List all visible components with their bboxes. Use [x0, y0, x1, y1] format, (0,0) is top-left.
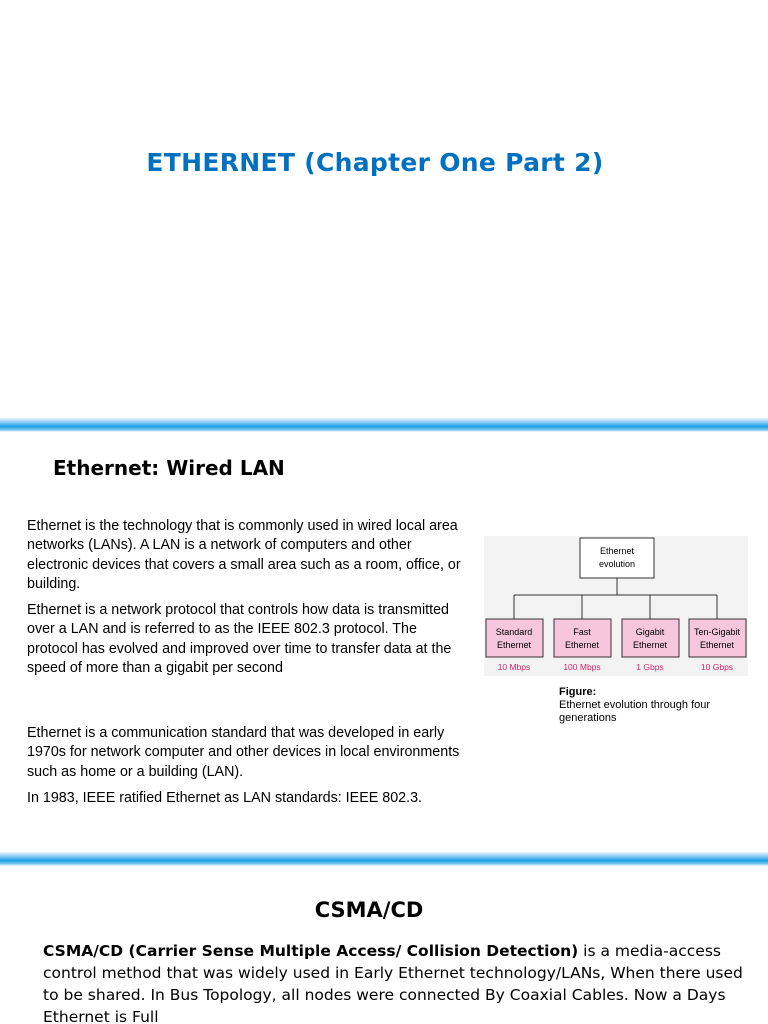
csma-bold-lead: CSMA/CD (Carrier Sense Multiple Access/ Collision Detection) — [43, 942, 579, 960]
slide-title: ETHERNET (Chapter One Part 2) — [146, 148, 604, 177]
slide-divider — [0, 852, 768, 866]
child-speed: 1 Gbps — [636, 662, 664, 672]
child-speed: 100 Mbps — [563, 662, 601, 672]
child-label-line2: Ethernet — [632, 640, 668, 650]
child-box — [622, 619, 679, 657]
child-label-line2: Ethernet — [699, 640, 735, 650]
diagram-root-box — [580, 538, 654, 578]
child-box — [486, 619, 543, 657]
child-box — [554, 619, 611, 657]
csma-body-text: is a media-access control method that was widely used in Early Ethernet technology/LANs, When there used to be shared. In Bus Topology, all nodes were connected By Coaxial Cables. Now a Days Ethernet is Full — [43, 942, 743, 1024]
title-slide — [0, 0, 768, 418]
child-label-line2: Ethernet — [496, 640, 532, 650]
child-label-line1: Gigabit — [635, 627, 665, 637]
diagram-svg — [484, 536, 748, 676]
slide-heading: CSMA/CD — [314, 898, 424, 922]
figure-caption — [559, 686, 759, 725]
child-label-line1: Fast — [573, 627, 591, 637]
diagram-child-standard — [486, 619, 543, 672]
paragraph-1: Ethernet is the technology that is commonly used in wired local area networks (LANs). A LAN is a network of computers and other electronic devices that covers a small area such as a room, office, or building. — [27, 518, 461, 592]
paragraph-2: Ethernet is a network protocol that controls how data is transmitted over a LAN and is referred to as the IEEE 802.3 protocol. The protocol has evolved and improved over time to transfer data at the speed of more than a gigabit per second — [27, 602, 452, 676]
slide-divider — [0, 418, 768, 432]
child-label-line1: Ten-Gigabit — [693, 627, 741, 637]
child-label-line2: Ethernet — [564, 640, 600, 650]
caption-text: Ethernet evolution through four generations — [559, 699, 711, 724]
child-label-line1: Standard — [495, 627, 533, 637]
diagram-child-fast — [554, 619, 611, 672]
diagram-root-line2: evolution — [598, 559, 636, 569]
paragraph-3: Ethernet is a communication standard that was developed in early 1970s for network computer and other devices in local environments such as home or a building (LAN). — [27, 725, 460, 780]
ethernet-wired-lan-slide — [0, 432, 768, 852]
slide-heading: Ethernet: Wired LAN — [53, 456, 285, 480]
csma-cd-slide — [0, 866, 768, 1024]
paragraph-4: In 1983, IEEE ratified Ethernet as LAN standards: IEEE 802.3. — [27, 790, 422, 806]
diagram-root-line1: Ethernet — [599, 546, 635, 556]
ethernet-evolution-diagram — [484, 536, 748, 676]
diagram-child-ten-gigabit — [689, 619, 746, 672]
child-speed: 10 Gbps — [700, 662, 734, 672]
caption-label: Figure: — [559, 686, 597, 698]
csma-paragraph — [43, 940, 743, 1024]
child-speed: 10 Mbps — [497, 662, 531, 672]
diagram-child-gigabit — [622, 619, 679, 672]
child-box — [689, 619, 746, 657]
